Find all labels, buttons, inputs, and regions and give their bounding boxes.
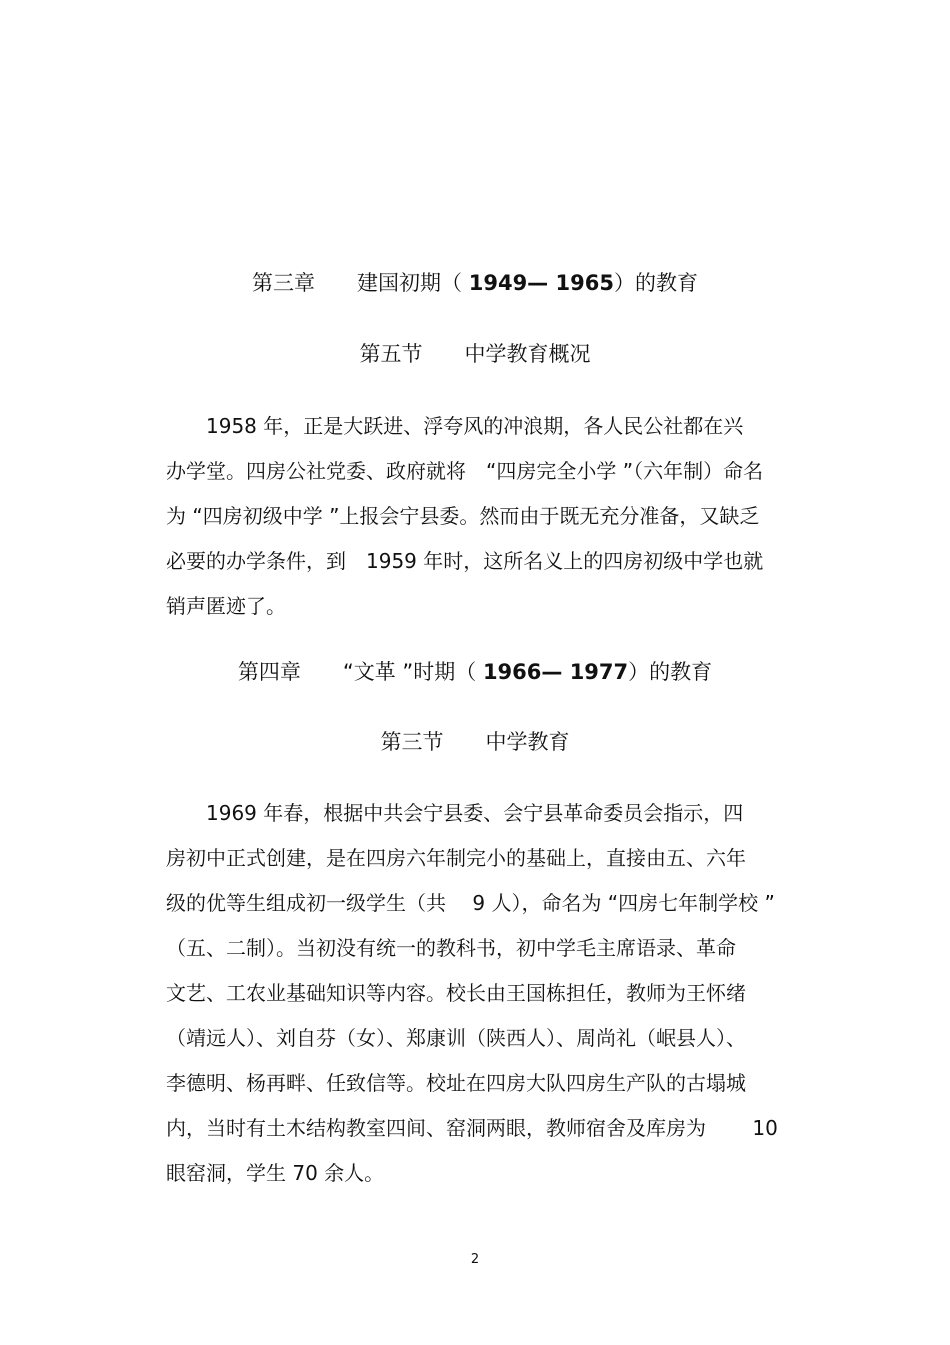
paragraph-line: 级的优等生组成初一级学生（共 9 人），命名为 “四房七年制学校 ” (166, 891, 775, 915)
paragraph-line: （靖远人）、刘自芬（女）、郑康训（陕西人）、周尚礼（岷县人）、 (166, 1026, 746, 1050)
section-3-heading: 第三节 中学教育 (380, 730, 570, 754)
paragraph-line: 1969 年春，根据中共会宁县委、会宁县革命委员会指示，四 (166, 801, 744, 825)
chapter-4-prefix: 第四章 “文革 ”时期（ (237, 660, 483, 684)
paragraph-line: 必要的办学条件，到 1959 年时，这所名义上的四房初级中学也就 (166, 549, 764, 573)
paragraph-line: （五、二制）。当初没有统一的教科书，初中学毛主席语录、革命 (166, 936, 736, 960)
paragraph-line: 为 “四房初级中学 ”上报会宁县委。然而由于既无充分准备，又缺乏 (166, 504, 760, 528)
paragraph-line: 内，当时有土木结构教室四间、窑洞两眼，教师宿舍及库房为 10 (166, 1116, 778, 1140)
chapter-4-years: 1966— 1977 (482, 660, 629, 684)
page-number: 2 (470, 1252, 480, 1267)
paragraph-line: 文艺、工农业基础知识等内容。校长由王国栋担任，教师为王怀绪 (166, 981, 746, 1005)
chapter-3-prefix: 第三章 建国初期（ (252, 271, 469, 295)
paragraph-line: 房初中正式创建，是在四房六年制完小的基础上，直接由五、六年 (166, 846, 746, 870)
paragraph-line: 1958 年，正是大跃进、浮夸风的冲浪期，各人民公社都在兴 (166, 414, 744, 438)
paragraph-line: 销声匿迹了。 (166, 594, 286, 618)
paragraph-1 (166, 412, 826, 637)
chapter-3-suffix: ）的教育 (613, 271, 698, 295)
chapter-4-heading (0, 657, 950, 687)
chapter-3-years: 1949— 1965 (468, 271, 614, 295)
chapter-4-suffix: ）的教育 (628, 660, 713, 684)
section-5-heading: 第五节 中学教育概况 (359, 342, 591, 366)
paragraph-2 (166, 799, 826, 1204)
paragraph-line: 眼窑洞，学生 70 余人。 (166, 1161, 385, 1185)
paragraph-line: 办学堂。四房公社党委、政府就将 “四房完全小学 ”（六年制）命名 (166, 459, 764, 483)
paragraph-line: 李德明、杨再畔、任致信等。校址在四房大队四房生产队的古塌城 (166, 1071, 746, 1095)
chapter-3-heading (0, 268, 950, 298)
